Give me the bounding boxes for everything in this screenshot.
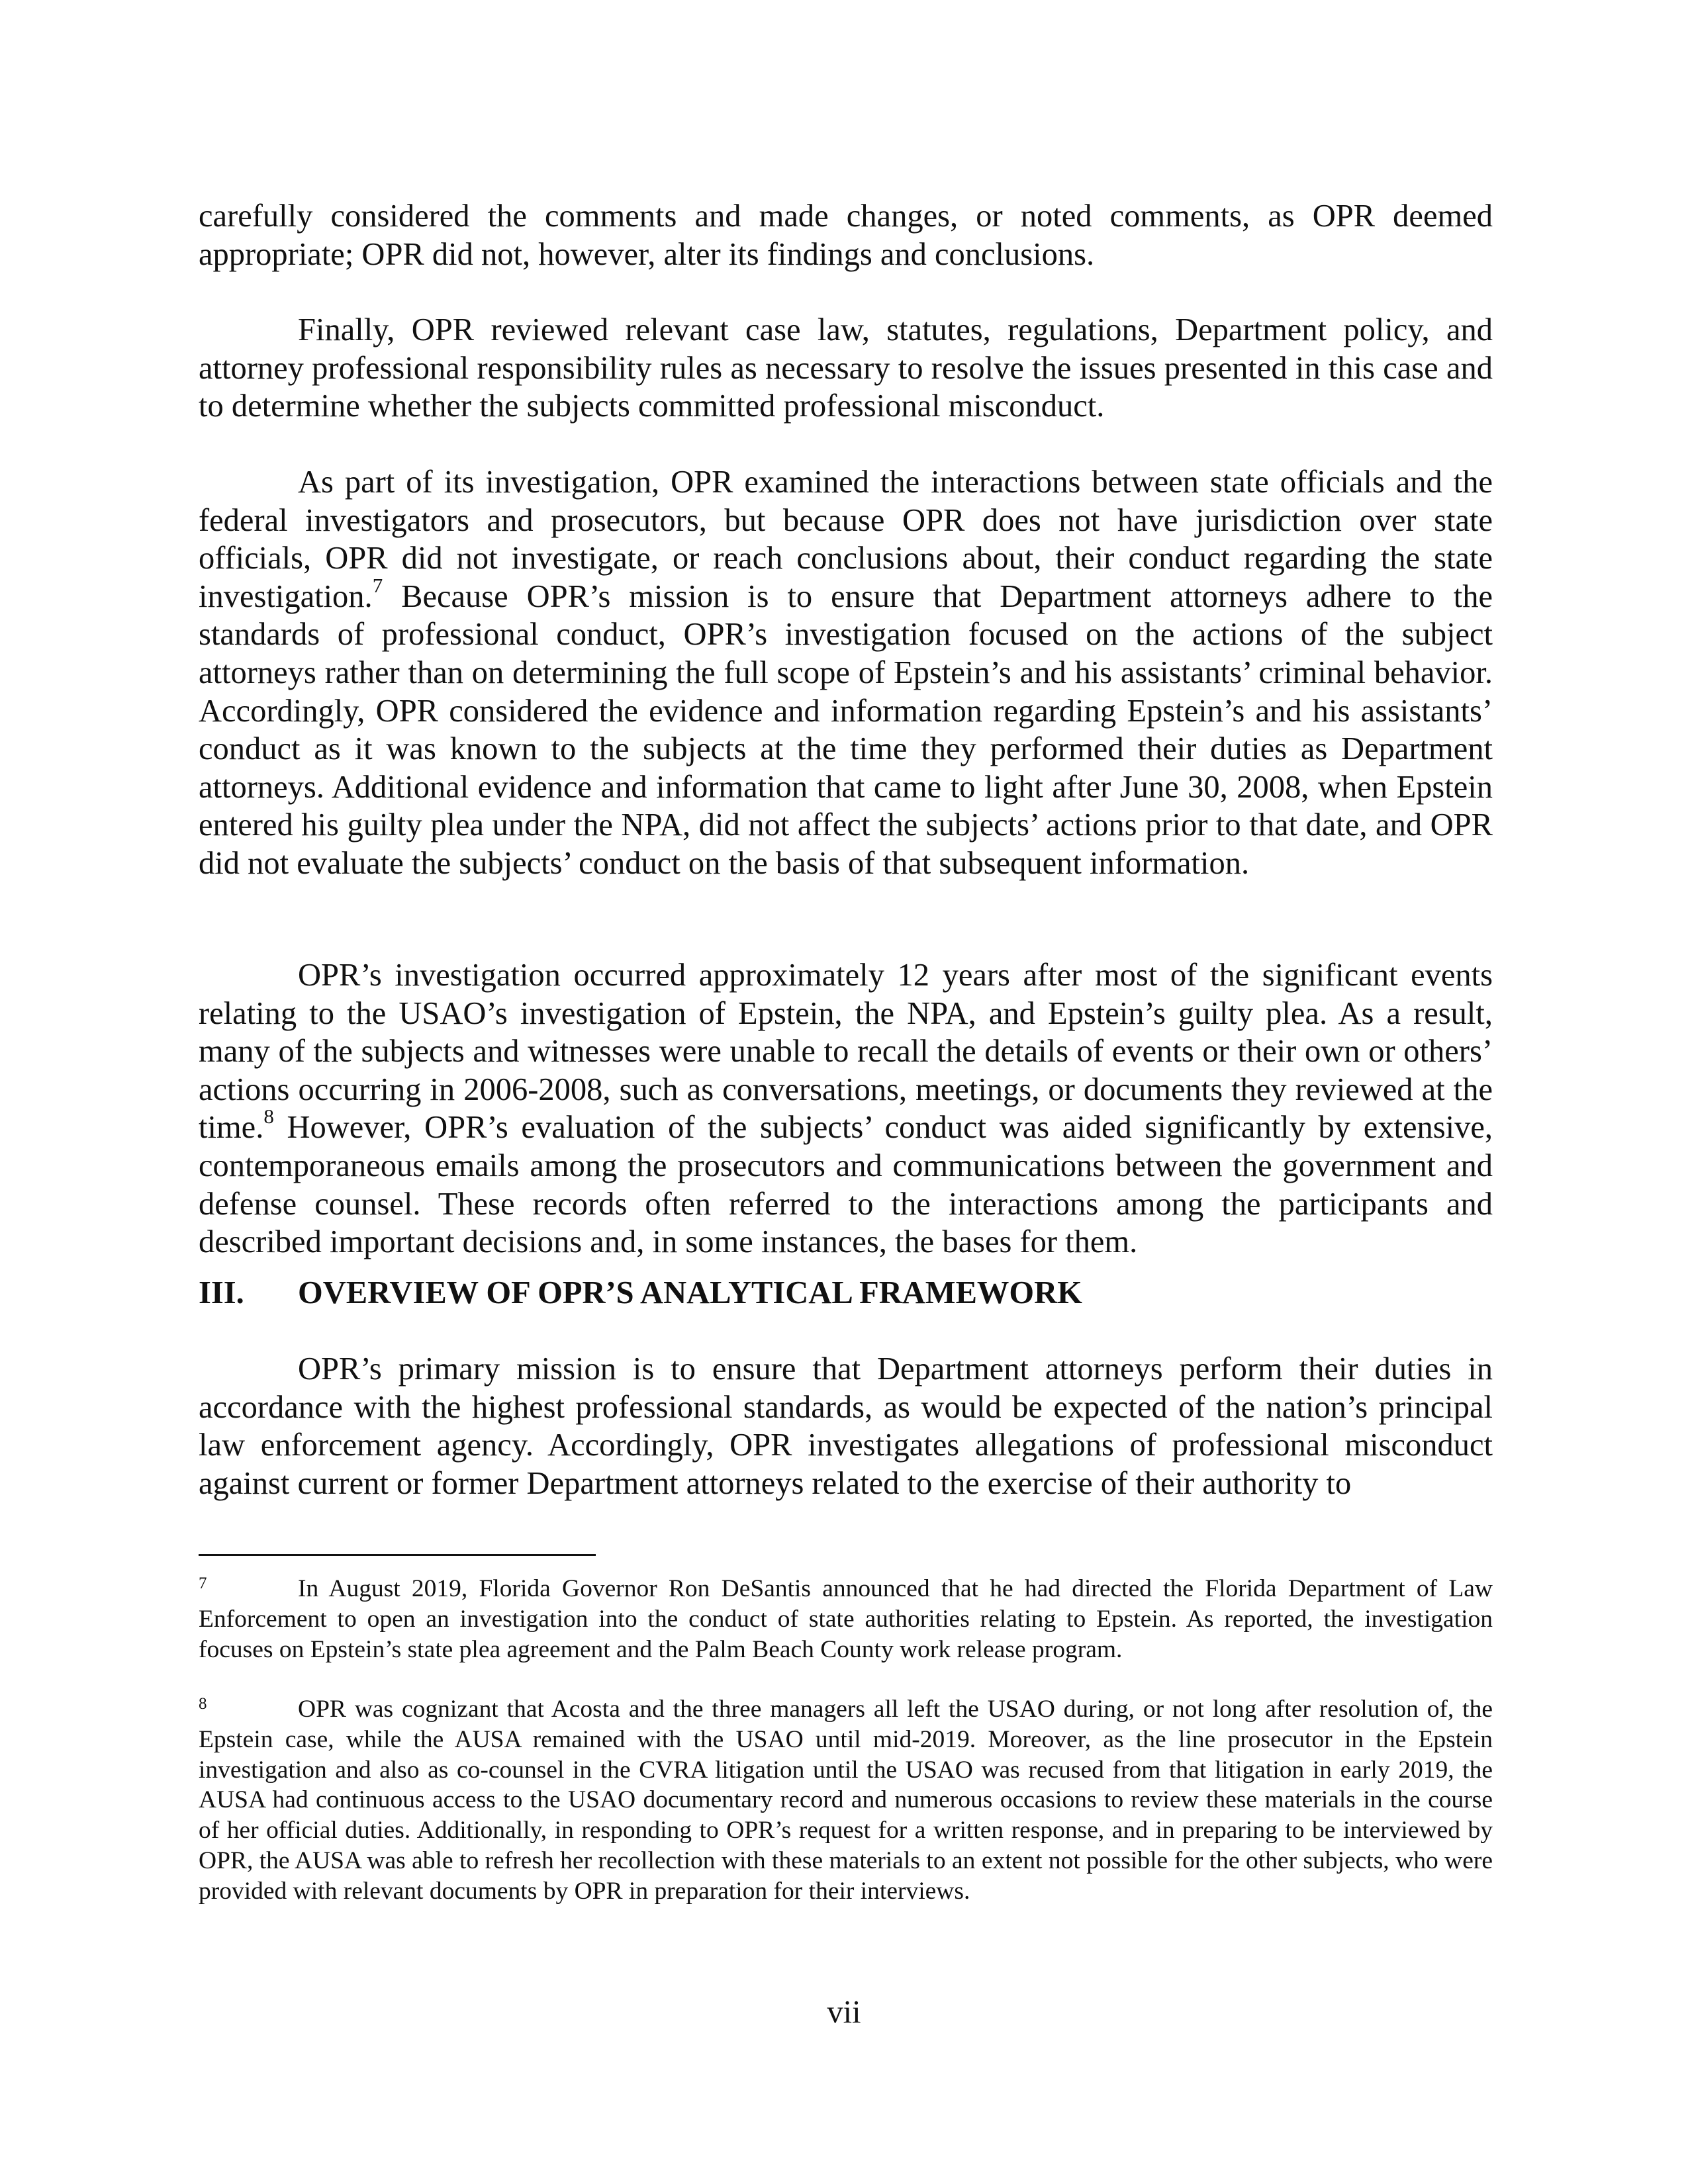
footnote-mark-7: 7: [199, 1574, 207, 1592]
paragraph-timing: OPR’s investigation occurred approximately 12 years after most of the significant events relating to the USAO’s investigation of Epstein, the NPA, and Epstein’s guilty plea. As a result, many of the subjects and witnesses were unable to recall the details of events or their own or others’ actions occurring in 2006-2008, such as conversations, meetings, or documents they reviewed at the time.$^8$ However, OPR’s evaluation of the subjects’ conduct was aided significantly by extensive, contemporaneous emails among the prosecutors and communications between the government and defense counsel. These records often referred to the interactions among the participants and described important decisions and, in some instances, the bases for them.: [199, 958, 1493, 1260]
footnote-divider: [199, 1554, 596, 1556]
footnote-ref-7[interactable]: 7: [372, 573, 383, 597]
section-title: OVERVIEW OF OPR’S ANALYTICAL FRAMEWORK: [298, 1275, 1082, 1310]
section-heading: [199, 1274, 1082, 1312]
footnote-8: 8 OPR was cognizant that Acosta and the three managers all left the USAO during, or not long after resolution of, the Epstein case, while the AUSA remained with the USAO until mid-2019. Moreover, as the line prosecutor in the Epstein investigation and also as co-counsel in the CVRA litigation until the USAO was recused from that litigation in early 2019, the AUSA had continuous access to the USAO documentary record and numerous occasions to review these materials in the course of her official duties. Additionally, in responding to OPR’s request for a written response, and in preparing to be interviewed by OPR, the AUSA was able to refresh her recollection with these materials to an extent not possible for the other subjects, who were provided with relevant documents by OPR in preparation for their interviews.: [199, 1695, 1493, 1905]
footnote-7: 7 In August 2019, Florida Governor Ron DeSantis announced that he had directed the Florida Department of Law Enforcement to open an investigation into the conduct of state authorities relating to Epstein. As reported, the investigation focuses on Epstein’s state plea agreement and the Palm Beach County work release program.: [199, 1574, 1493, 1663]
footnote-mark-8: 8: [199, 1695, 207, 1713]
paragraph-legal-review: Finally, OPR reviewed relevant case law, statutes, regulations, Department policy, and attorney professional responsibility rules as necessary to resolve the issues presented in this case and to determine whether the subjects committed professional misconduct.: [199, 312, 1493, 424]
footnote-ref-8[interactable]: 8: [263, 1105, 274, 1128]
page-number: vii: [827, 1995, 861, 2030]
paragraph-investigation-scope: As part of its investigation, OPR examined the interactions between state officials and the federal investigators and prosecutors, but because OPR does not have jurisdiction over state officials, OPR did not investigate, or reach conclusions about, their conduct regarding the state investigation.$^7$ Because OPR’s mission is to ensure that Department attorneys adhere to the standards of professional conduct, OPR’s investigation focused on the actions of the subject attorneys rather than on determining the full scope of Epstein’s and his assistants’ criminal behavior. Accordingly, OPR considered the evidence and information regarding Epstein’s and his assistants’ conduct as it was known to the subjects at the time they performed their duties as Department attorneys. Additional evidence and information that came to light after June 30, 2008, when Epstein entered his guilty plea under the NPA, did not affect the subjects’ actions prior to that date, and OPR did not evaluate the subjects’ conduct on the basis of that subsequent information.: [199, 465, 1493, 881]
paragraph-mission: OPR’s primary mission is to ensure that Department attorneys perform their duties in accordance with the highest professional standards, as would be expected of the nation’s principal law enforcement agency. Accordingly, OPR investigates allegations of professional misconduct against current or former Department attorneys related to the exercise of their authority to: [199, 1351, 1493, 1501]
paragraph-continuation: carefully considered the comments and made changes, or noted comments, as OPR deemed appropriate; OPR did not, however, alter its findings and conclusions.: [199, 199, 1493, 272]
section-number: III.: [199, 1275, 244, 1310]
